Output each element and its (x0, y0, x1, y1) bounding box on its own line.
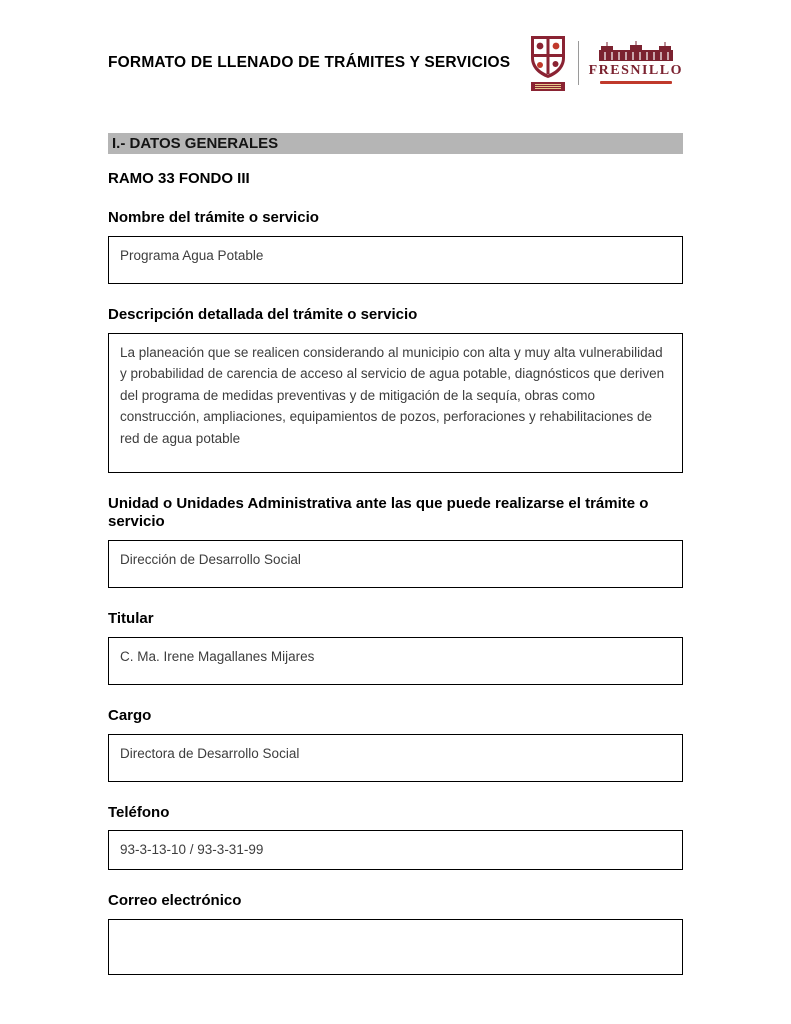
document-header (108, 34, 683, 91)
field-value: Programa Agua Potable (120, 247, 264, 263)
field-label: Teléfono (108, 803, 170, 821)
subsection-title: RAMO 33 FONDO III (108, 170, 250, 187)
field-cargo (108, 707, 683, 782)
logo-tagline (600, 81, 672, 84)
field-descripcion (108, 306, 683, 473)
field-telefono (108, 804, 683, 870)
field-value-box (108, 540, 683, 588)
field-value-box (108, 734, 683, 782)
building-icon (597, 41, 675, 61)
fresnillo-logo (589, 41, 683, 84)
field-value-box (108, 637, 683, 685)
field-value-box (108, 333, 683, 473)
logo-group (528, 34, 683, 91)
field-value: 93-3-13-10 / 93-3-31-99 (120, 842, 264, 858)
section-header-bar (108, 133, 683, 154)
field-value-box (108, 919, 683, 975)
field-value: Directora de Desarrollo Social (120, 745, 300, 761)
field-value-box (108, 830, 683, 870)
field-label: Titular (108, 610, 154, 627)
field-label: Unidad o Unidades Administrativa ante las que puede realizarse el trámite o servicio (108, 494, 649, 531)
field-titular (108, 610, 683, 685)
section-title: I.- DATOS GENERALES (112, 135, 279, 152)
crest-caption (531, 82, 565, 91)
document-title: FORMATO DE LLENADO DE TRÁMITES Y SERVICIOS (108, 53, 511, 71)
field-unidad-administrativa (108, 495, 683, 589)
field-nombre-tramite (108, 209, 683, 284)
crest-icon (528, 34, 568, 80)
field-value: La planeación que se realicen considerando al municipio con alta y muy alta vulnerabilidad y probabilidad de carencia de acceso al servicio de agua potable, diagnósticos que deriven del programa de medidas preventivas y de mitigación de la sequía, obras como construcción, ampliaciones, equipamientos de pozos, perforaciones y rehabilitaciones de red de agua potable (120, 344, 665, 446)
fresnillo-wordmark: FRESNILLO (588, 63, 683, 78)
municipal-crest (528, 34, 568, 91)
field-correo-electronico (108, 892, 683, 975)
logo-divider (578, 41, 579, 85)
field-label: Nombre del trámite o servicio (108, 209, 319, 226)
field-value-box (108, 236, 683, 284)
field-label: Descripción detallada del trámite o servicio (108, 305, 418, 323)
field-value: C. Ma. Irene Magallanes Mijares (120, 648, 315, 664)
field-label: Correo electrónico (108, 891, 242, 909)
field-label: Cargo (108, 706, 152, 724)
field-value: Dirección de Desarrollo Social (120, 552, 301, 567)
